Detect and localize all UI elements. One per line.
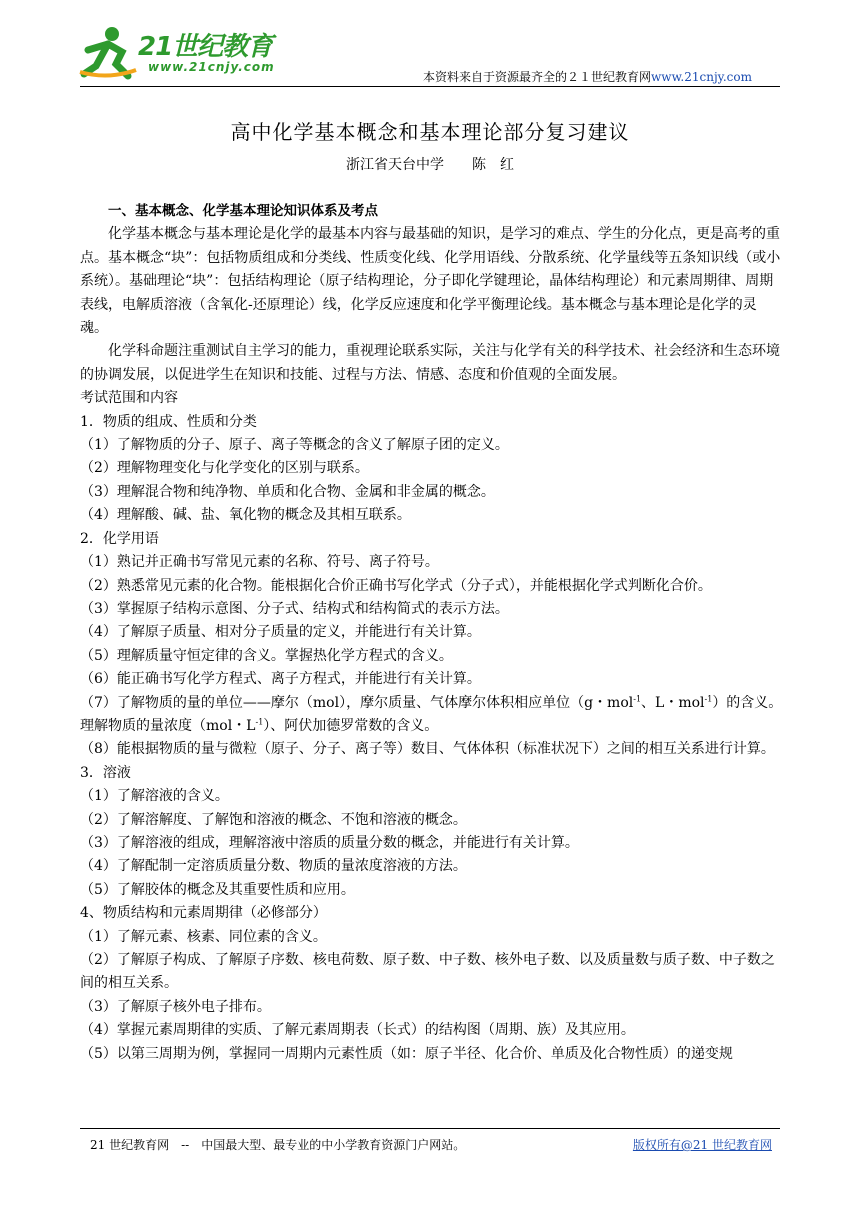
topic-3-title: 3．溶液 [80,764,131,781]
document-body [80,200,784,1066]
author-name: 陈 红 [472,157,514,173]
topic-2-item-7 [80,692,784,739]
topic-3-item: （4）了解配制一定溶质质量分数、物质的量浓度溶液的方法。 [80,858,467,875]
topic-1-item: （4）理解酸、碱、盐、氧化物的概念及其相互联系。 [80,507,411,524]
item-7-text: ）的含义。理解物质的量浓度（mol・L [80,694,783,734]
logo-url: www.21cnjy.com [148,60,275,74]
topic-3-item: （2）了解溶解度、了解饱和溶液的概念、不饱和溶液的概念。 [80,811,467,828]
topic-2-item: （3）掌握原子结构示意图、分子式、结构式和结构简式的表示方法。 [80,600,509,617]
superscript: -1 [255,717,264,727]
topic-4-title: 4、物质结构和元素周期律（必修部分） [80,905,327,922]
topic-2-item: （4）了解原子质量、相对分子质量的定义，并能进行有关计算。 [80,624,481,641]
superscript: -1 [704,693,713,703]
topic-4-item: （1）了解元素、核素、同位素的含义。 [80,928,327,945]
footer-text: 21 世纪教育网 -- 中国最大型、最专业的中小学教育资源门户网站。 [90,1138,466,1152]
topic-2-item: （6）能正确书写化学方程式、离子方程式，并能进行有关计算。 [80,671,481,688]
topic-3-item: （1）了解溶液的含义。 [80,788,229,805]
author-school: 浙江省天台中学 [346,157,444,173]
footer-copyright-link[interactable]: 版权所有@21 世纪教育网 [632,1138,772,1152]
site-logo[interactable] [78,24,293,82]
topic-3-item: （3）了解溶液的组成，理解溶液中溶质的质量分数的概念，并能进行有关计算。 [80,834,579,851]
header-note-text: 本资料来自于资源最齐全的２１世纪教育网 [423,70,652,84]
item-7-text: ）、阿伏加德罗常数的含义。 [263,717,439,734]
topic-1-title: 1．物质的组成、性质和分类 [80,413,257,430]
header-note-link[interactable]: www.21cnjy.com [651,70,752,84]
header-divider [80,86,780,87]
exam-scope-label: 考试范围和内容 [80,390,178,407]
intro-paragraph-2: 化学科命题注重测试自主学习的能力，重视理论联系实际，关注与化学有关的科学技术、社会经济和生态环境的协调发展，以促进学生在知识和技能、过程与方法、情感、态度和价值观的全面发展。 [80,343,780,383]
superscript: -1 [633,693,642,703]
item-7-text: （7）了解物质的量的单位——摩尔（mol），摩尔质量、气体摩尔体积相应单位（g・mol [80,694,634,711]
section-heading: 一、基本概念、化学基本理论知识体系及考点 [108,203,378,219]
topic-1-item: （1）了解物质的分子、原子、离子等概念的含义了解原子团的定义。 [80,437,509,454]
topic-4-item: （5）以第三周期为例，掌握同一周期内元素性质（如：原子半径、化合价、单质及化合物性质）的递变规 [80,1045,733,1062]
topic-3-item: （5）了解胶体的概念及其重要性质和应用。 [80,881,355,898]
topic-4-item: （3）了解原子核外电子排布。 [80,998,271,1015]
topic-2-item: （1）熟记并正确书写常见元素的名称、符号、离子符号。 [80,554,439,571]
topic-2-item: （2）熟悉常见元素的化合物。能根据化合价正确书写化学式（分子式），并能根据化学式判断化合价。 [80,577,712,594]
topic-4-item: （2）了解原子构成、了解原子序数、核电荷数、原子数、中子数、核外电子数、以及质量数与质子数、中子数之间的相互关系。 [80,952,775,992]
intro-paragraph-1: 化学基本概念与基本理论是化学的最基本内容与最基础的知识，是学习的难点、学生的分化点，更是高考的重点。基本概念“块”：包括物质组成和分类线、性质变化线、化学用语线、分散系统、化学量线等五条知识线（或小系统）。基础理论“块”：包括结构理论（原子结构理论，分子即化学键理论，晶体结构理论）和元素周期律、周期表线，电解质溶液（含氧化-还原理论）线，化学反应速度和化学平衡理论线。基本概念与基本理论是化学的灵魂。 [80,226,781,337]
topic-1-item: （3）理解混合物和纯净物、单质和化合物、金属和非金属的概念。 [80,483,495,500]
logo-title: 21世纪教育 [138,32,273,62]
item-7-text: 、L・mol [641,694,705,711]
footer-divider [80,1128,780,1129]
topic-2-item: （5）理解质量守恒定律的含义。掌握热化学方程式的含义。 [80,647,453,664]
author-line [0,154,860,174]
header-note [423,68,752,85]
runner-logo-icon [78,24,138,82]
topic-1-item: （2）理解物理变化与化学变化的区别与联系。 [80,460,369,477]
topic-2-title: 2．化学用语 [80,530,159,547]
topic-2-item-8: （8）能根据物质的量与微粒（原子、分子、离子等）数目、气体体积（标准状况下）之间的相互关系进行计算。 [80,741,775,758]
topic-4-item: （4）掌握元素周期律的实质、了解元素周期表（长式）的结构图（周期、族）及其应用。 [80,1022,635,1039]
page-title: 高中化学基本概念和基本理论部分复习建议 [230,120,630,144]
